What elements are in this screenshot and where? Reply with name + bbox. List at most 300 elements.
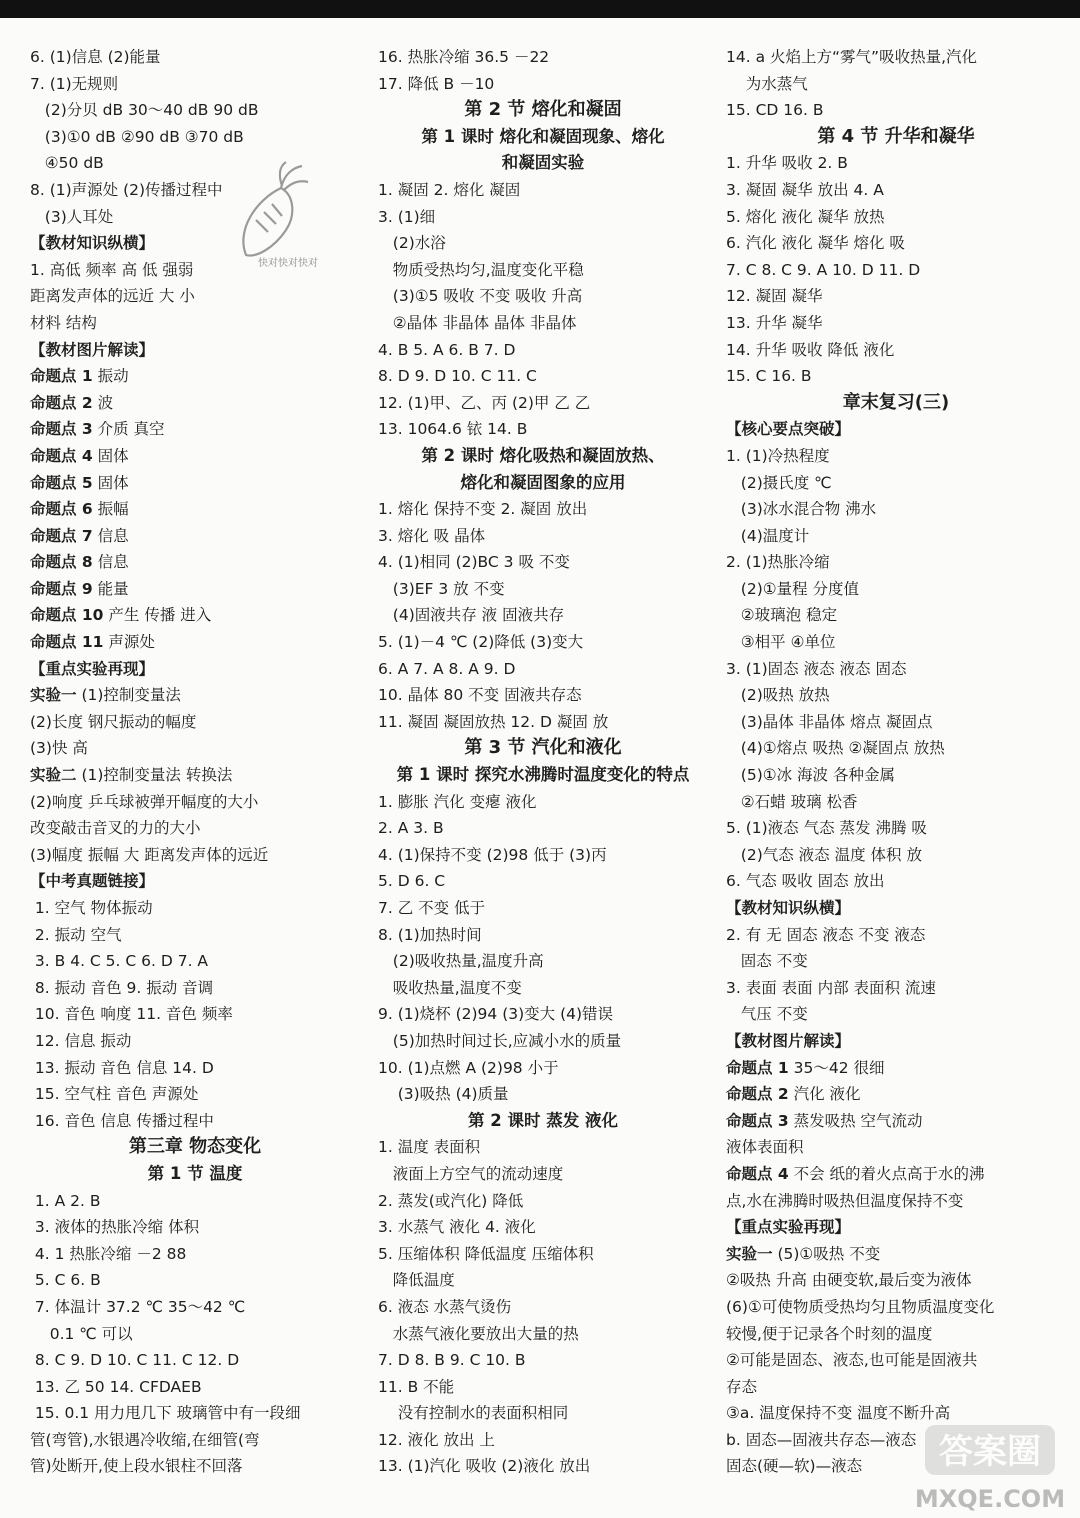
item-text: 第 1 课时 探究水沸腾时温度变化的特点 xyxy=(396,765,690,785)
item-text: ②石蜡 玻璃 松香 xyxy=(726,792,858,811)
answer-line xyxy=(378,1081,708,1108)
answer-line xyxy=(726,815,1066,842)
item-text: 【重点实验再现】 xyxy=(726,1218,851,1237)
answer-line xyxy=(378,868,708,895)
item-text: 【重点实验再现】 xyxy=(30,659,155,678)
item-text: 13. 乙 50 14. CFDAEB xyxy=(30,1377,202,1396)
item-text: (2)气态 液态 温度 体积 放 xyxy=(726,845,922,864)
answer-line xyxy=(378,709,708,736)
item-text: 12. 液化 放出 上 xyxy=(378,1430,495,1449)
item-text: 10. (1)点燃 A (2)98 小于 xyxy=(378,1058,559,1077)
item-text: 3. (1)固态 液态 液态 固态 xyxy=(726,659,907,678)
answer-line xyxy=(378,1055,708,1082)
answer-line xyxy=(378,1188,708,1215)
answer-line xyxy=(30,1214,360,1241)
item-text: ④50 dB xyxy=(30,154,104,173)
item-text: 8. C 9. D 10. C 11. C 12. D xyxy=(30,1351,240,1370)
answer-line xyxy=(378,948,708,975)
answer-line xyxy=(726,470,1066,497)
item-text: 点,水在沸腾时吸热但温度保持不变 xyxy=(726,1191,964,1210)
answer-line xyxy=(726,310,1066,337)
answer-line xyxy=(378,815,708,842)
answer-line xyxy=(30,1453,360,1480)
item-text: 5. 熔化 液化 凝华 放热 xyxy=(726,207,885,226)
answer-line xyxy=(378,1001,708,1028)
item-text: 降低温度 xyxy=(378,1271,455,1290)
item-text: 吸收热量,温度不变 xyxy=(378,978,522,997)
answer-line xyxy=(378,416,708,443)
item-text: 材料 结构 xyxy=(30,313,97,332)
answer-line xyxy=(30,682,360,709)
answer-line xyxy=(378,656,708,683)
answer-line xyxy=(30,1001,360,1028)
item-text: (3)人耳处 xyxy=(30,207,114,226)
answer-line xyxy=(378,230,708,257)
answer-line xyxy=(726,682,1066,709)
answer-line xyxy=(30,1241,360,1268)
answer-line xyxy=(378,682,708,709)
item-text: ②可能是固态、液态,也可能是固液共 xyxy=(726,1351,978,1370)
item-key: 命题点 3 xyxy=(30,420,93,439)
item-text: 波 xyxy=(97,393,114,412)
item-text: 振幅 xyxy=(97,500,129,519)
answer-line xyxy=(378,975,708,1002)
item-text: 1. 温度 表面积 xyxy=(378,1138,481,1157)
item-text: 9. (1)烧杯 (2)94 (3)变大 (4)错误 xyxy=(378,1005,614,1024)
item-text: 4. 1 热胀冷缩 －2 88 xyxy=(30,1244,187,1263)
answer-line xyxy=(30,150,360,177)
item-text: 11. 凝固 凝固放热 12. D 凝固 放 xyxy=(378,712,609,731)
item-text: 1. 凝固 2. 熔化 凝固 xyxy=(378,180,521,199)
answer-line xyxy=(30,1081,360,1108)
answer-line xyxy=(726,337,1066,364)
item-text: 3. 熔化 吸 晶体 xyxy=(378,526,486,545)
answer-line xyxy=(378,1321,708,1348)
item-text: (5)加热时间过长,应减小水的质量 xyxy=(378,1031,622,1050)
item-text: 物质受热均匀,温度变化平稳 xyxy=(378,260,584,279)
item-text: 4. B 5. A 6. B 7. D xyxy=(378,340,516,359)
answer-line xyxy=(726,1134,1066,1161)
item-text: 13. (1)汽化 吸收 (2)液化 放出 xyxy=(378,1457,591,1476)
answer-line xyxy=(378,283,708,310)
item-text: 7. 体温计 37.2 ℃ 35～42 ℃ xyxy=(30,1297,246,1316)
answer-line xyxy=(30,204,360,231)
item-text: 存态 xyxy=(726,1377,758,1396)
answer-line xyxy=(726,549,1066,576)
item-text: 距离发声体的远近 大 小 xyxy=(30,287,195,306)
item-text: 12. 凝固 凝华 xyxy=(726,287,823,306)
answer-line xyxy=(30,390,360,417)
item-text: (5)①冰 海波 各种金属 xyxy=(726,766,895,785)
item-text: 3. B 4. C 5. C 6. D 7. A xyxy=(30,952,209,971)
answer-line xyxy=(726,948,1066,975)
answer-line xyxy=(726,789,1066,816)
item-text: 8. (1)加热时间 xyxy=(378,925,482,944)
answer-line xyxy=(378,310,708,337)
answer-line xyxy=(30,789,360,816)
answer-line xyxy=(726,1188,1066,1215)
answer-line xyxy=(30,177,360,204)
item-text: 15. 空气柱 音色 声源处 xyxy=(30,1085,199,1104)
item-text: 8. 振动 音色 9. 振动 音调 xyxy=(30,978,214,997)
item-text: 6. 气态 吸收 固态 放出 xyxy=(726,872,885,891)
answer-line xyxy=(378,1453,708,1480)
answer-line xyxy=(726,1055,1066,1082)
item-text: 5. C 6. B xyxy=(30,1271,101,1290)
answer-line xyxy=(30,1108,360,1135)
answer-line xyxy=(378,71,708,98)
answer-line xyxy=(30,1400,360,1427)
answer-line xyxy=(30,709,360,736)
answer-line xyxy=(726,150,1066,177)
lesson-heading xyxy=(378,1108,708,1135)
answer-line xyxy=(30,842,360,869)
item-text: 8. (1)声源处 (2)传播过程中 xyxy=(30,180,223,199)
item-text: (3)①5 吸收 不变 吸收 升高 xyxy=(378,287,583,306)
carrot-logo-icon xyxy=(226,160,310,270)
item-text: 15. 0.1 用力甩几下 玻璃管中有一段细 xyxy=(30,1404,301,1423)
answer-line xyxy=(30,1294,360,1321)
answer-line xyxy=(726,443,1066,470)
item-key: 命题点 8 xyxy=(30,553,93,572)
item-text: 5. (1)－4 ℃ (2)降低 (3)变大 xyxy=(378,633,584,652)
answer-line xyxy=(378,44,708,71)
item-text: 汽化 液化 xyxy=(793,1085,861,1104)
item-text: 8. D 9. D 10. C 11. C xyxy=(378,367,537,386)
item-text: 不会 纸的着火点高于水的沸 xyxy=(793,1164,985,1183)
answer-line xyxy=(378,1267,708,1294)
answer-line xyxy=(378,1374,708,1401)
item-text: 11. B 不能 xyxy=(378,1377,455,1396)
item-text: 第三章 物态变化 xyxy=(128,1136,262,1158)
section-heading xyxy=(726,124,1066,151)
answer-line xyxy=(378,1161,708,1188)
block-heading xyxy=(30,337,360,364)
item-text: 改变敲击音叉的力的大小 xyxy=(30,819,201,838)
item-text: 【中考真题链接】 xyxy=(30,872,155,891)
item-text: 13. 升华 凝华 xyxy=(726,313,823,332)
lesson-heading xyxy=(378,150,708,177)
answer-line xyxy=(378,922,708,949)
item-text: 6. A 7. A 8. A 9. D xyxy=(378,659,516,678)
item-text: 产生 传播 进入 xyxy=(108,606,212,625)
answer-line xyxy=(378,1241,708,1268)
item-text: 2. A 3. B xyxy=(378,819,444,838)
item-text: 1. 膨胀 汽化 变瘪 液化 xyxy=(378,792,537,811)
answer-line xyxy=(30,283,360,310)
answer-line xyxy=(726,1374,1066,1401)
answer-line xyxy=(30,97,360,124)
answer-line xyxy=(30,815,360,842)
answer-line xyxy=(726,709,1066,736)
item-key: 命题点 6 xyxy=(30,500,93,519)
item-text: 章末复习(三) xyxy=(842,391,950,413)
answer-line xyxy=(726,1400,1066,1427)
answer-line xyxy=(726,523,1066,550)
answer-line xyxy=(30,1267,360,1294)
item-text: (3)幅度 振幅 大 距离发声体的远近 xyxy=(30,845,269,864)
item-text: 7. 乙 不变 低于 xyxy=(378,899,486,917)
answer-line xyxy=(30,363,360,390)
answer-line xyxy=(726,363,1066,390)
item-text: 12. (1)甲、乙、丙 (2)甲 乙 乙 xyxy=(378,393,591,412)
answer-line xyxy=(30,443,360,470)
section-heading xyxy=(30,1134,360,1161)
item-text: 12. 信息 振动 xyxy=(30,1031,132,1050)
watermark-stamp xyxy=(905,1425,1075,1515)
item-text: 较慢,便于记录各个时刻的温度 xyxy=(726,1324,933,1343)
item-text: (3)①0 dB ②90 dB ③70 dB xyxy=(30,127,244,146)
item-text: 35～42 很细 xyxy=(793,1058,885,1077)
answer-line xyxy=(378,1134,708,1161)
item-text: 10. 晶体 80 不变 固液共存态 xyxy=(378,686,582,705)
answer-line xyxy=(378,363,708,390)
answer-line xyxy=(726,97,1066,124)
answer-line xyxy=(726,1294,1066,1321)
item-key: 实验二 xyxy=(30,766,77,785)
answer-line xyxy=(378,1400,708,1427)
lesson-heading xyxy=(378,470,708,497)
item-text: 没有控制水的表面积相同 xyxy=(378,1404,569,1423)
item-text: (2)①量程 分度值 xyxy=(726,579,860,598)
block-heading xyxy=(30,656,360,683)
section-heading xyxy=(378,735,708,762)
answer-line xyxy=(726,283,1066,310)
answer-line xyxy=(726,735,1066,762)
item-text: 3. 表面 表面 内部 表面积 流速 xyxy=(726,978,936,997)
item-text: (2)摄氏度 ℃ xyxy=(726,473,832,492)
item-text: 7. (1)无规则 xyxy=(30,74,119,93)
item-key: 命题点 4 xyxy=(726,1164,789,1183)
block-heading xyxy=(726,1214,1066,1241)
item-text: (4)①熔点 吸热 ②凝固点 放热 xyxy=(726,739,945,758)
item-key: 命题点 9 xyxy=(30,579,93,598)
answer-line xyxy=(378,1347,708,1374)
section-heading xyxy=(726,390,1066,417)
item-text: (5)①吸热 不变 xyxy=(777,1244,881,1263)
block-heading xyxy=(726,416,1066,443)
item-key: 实验一 xyxy=(30,686,77,705)
item-text: 3. 液体的热胀冷缩 体积 xyxy=(30,1218,200,1237)
item-text: 13. 振动 音色 信息 14. D xyxy=(30,1058,214,1077)
answer-line xyxy=(30,576,360,603)
item-text: (3)晶体 非晶体 熔点 凝固点 xyxy=(726,712,933,731)
item-text: 气压 不变 xyxy=(726,1005,808,1024)
answer-line xyxy=(726,842,1066,869)
answer-line xyxy=(30,416,360,443)
item-text: 15. C 16. B xyxy=(726,367,812,386)
item-key: 命题点 1 xyxy=(30,367,93,386)
answer-line xyxy=(30,71,360,98)
answer-line xyxy=(726,1161,1066,1188)
item-text: 信息 xyxy=(97,526,129,545)
item-text: (1)控制变量法 xyxy=(81,686,181,705)
item-text: 管)处断开,使上段水银柱不回落 xyxy=(30,1457,243,1476)
item-text: 4. (1)相同 (2)BC 3 吸 不变 xyxy=(378,553,570,572)
block-heading xyxy=(726,895,1066,922)
answer-line xyxy=(30,1427,360,1454)
item-text: 3. 水蒸气 液化 4. 液化 xyxy=(378,1218,536,1237)
answer-line xyxy=(378,257,708,284)
item-text: (2)吸收热量,温度升高 xyxy=(378,952,544,971)
item-text: 第 2 课时 熔化吸热和凝固放热、 xyxy=(421,445,665,465)
item-text: (6)①可使物质受热均匀且物质温度变化 xyxy=(726,1297,995,1316)
answer-line xyxy=(30,922,360,949)
item-text: 2. (1)热胀冷缩 xyxy=(726,553,830,572)
item-text: 第 1 课时 熔化和凝固现象、熔化 xyxy=(421,126,665,146)
item-key: 命题点 3 xyxy=(726,1111,789,1130)
item-text: 第 2 课时 蒸发 液化 xyxy=(468,1110,618,1130)
answer-line xyxy=(30,602,360,629)
item-text: 信息 xyxy=(97,553,129,572)
answer-column-2 xyxy=(378,44,708,1480)
answer-line xyxy=(30,948,360,975)
answer-line xyxy=(378,390,708,417)
answer-line xyxy=(726,1108,1066,1135)
answer-line xyxy=(726,230,1066,257)
answer-line xyxy=(378,523,708,550)
item-text: 振动 xyxy=(97,367,129,386)
item-text: ②吸热 升高 由硬变软,最后变为液体 xyxy=(726,1271,972,1290)
answer-line xyxy=(30,124,360,151)
answer-line xyxy=(30,1321,360,1348)
answer-line xyxy=(30,1188,360,1215)
item-text: 第 2 节 熔化和凝固 xyxy=(464,99,622,121)
answer-line xyxy=(726,204,1066,231)
answer-line xyxy=(30,523,360,550)
answer-line xyxy=(726,762,1066,789)
answer-line xyxy=(378,1214,708,1241)
item-text: 15. CD 16. B xyxy=(726,101,824,120)
answer-line xyxy=(726,975,1066,1002)
item-text: 1. 升华 吸收 2. B xyxy=(726,154,848,173)
item-text: 14. a 火焰上方“雾气”吸收热量,汽化 xyxy=(726,48,977,66)
item-text: 第 3 节 汽化和液化 xyxy=(464,737,622,759)
item-key: 命题点 1 xyxy=(726,1058,789,1077)
item-text: 和凝固实验 xyxy=(501,153,585,173)
item-text: 5. D 6. C xyxy=(378,872,446,891)
item-text: 固体 xyxy=(97,446,129,465)
logo-caption: 快对快对快对 xyxy=(258,258,318,269)
item-text: (2)分贝 dB 30～40 dB 90 dB xyxy=(30,101,259,120)
item-text: 2. 蒸发(或汽化) 降低 xyxy=(378,1191,524,1210)
item-text: 16. 音色 信息 传播过程中 xyxy=(30,1111,214,1130)
item-text: 10. 音色 响度 11. 音色 频率 xyxy=(30,1005,233,1024)
item-text: 2. 有 无 固态 液态 不变 液态 xyxy=(726,925,926,944)
answer-line xyxy=(378,496,708,523)
item-key: 命题点 11 xyxy=(30,633,104,652)
item-text: 3. (1)细 xyxy=(378,207,436,226)
item-key: 命题点 5 xyxy=(30,473,93,492)
item-text: ③a. 温度保持不变 温度不断升高 xyxy=(726,1404,951,1423)
section-heading xyxy=(378,97,708,124)
item-text: (2)吸热 放热 xyxy=(726,686,830,705)
answer-line xyxy=(30,496,360,523)
answer-line xyxy=(726,868,1066,895)
item-text: (4)固液共存 液 固液共存 xyxy=(378,606,565,625)
answer-line xyxy=(30,44,360,71)
item-text: ③相平 ④单位 xyxy=(726,633,836,652)
item-text: 5. (1)液态 气态 蒸发 沸腾 吸 xyxy=(726,819,927,838)
item-key: 实验一 xyxy=(726,1244,773,1263)
answer-line xyxy=(30,975,360,1002)
answer-line xyxy=(378,1427,708,1454)
block-heading xyxy=(30,868,360,895)
answer-line xyxy=(378,177,708,204)
answer-line xyxy=(30,1374,360,1401)
answer-line xyxy=(726,1241,1066,1268)
answer-line xyxy=(378,576,708,603)
item-key: 命题点 2 xyxy=(726,1085,789,1104)
item-text: 固体 xyxy=(97,473,129,492)
item-text: 1. A 2. B xyxy=(30,1191,101,1210)
item-text: 第 4 节 升华和凝华 xyxy=(817,125,975,147)
top-border xyxy=(0,0,1080,18)
answer-line xyxy=(30,629,360,656)
answer-line xyxy=(378,895,708,922)
item-text: 1. 空气 物体振动 xyxy=(30,899,153,917)
watermark-url: MXQE.COM xyxy=(914,1485,1066,1513)
answer-line xyxy=(30,735,360,762)
item-text: 7. C 8. C 9. A 10. D 11. D xyxy=(726,260,921,279)
answer-line xyxy=(726,629,1066,656)
answer-line xyxy=(30,895,360,922)
item-text: 5. 压缩体积 降低温度 压缩体积 xyxy=(378,1244,594,1263)
lesson-heading xyxy=(378,762,708,789)
item-text: 6. (1)信息 (2)能量 xyxy=(30,48,161,66)
answer-column-3 xyxy=(726,44,1066,1480)
answer-line xyxy=(726,1001,1066,1028)
answer-line xyxy=(378,204,708,231)
item-text: 液体表面积 xyxy=(726,1138,804,1157)
block-heading xyxy=(726,1028,1066,1055)
item-text: 【教材知识纵横】 xyxy=(726,899,851,917)
answer-line xyxy=(378,337,708,364)
item-key: 命题点 10 xyxy=(30,606,104,625)
answer-line xyxy=(30,1028,360,1055)
item-text: (2)响度 乒乓球被弹开幅度的大小 xyxy=(30,792,259,811)
item-text: 3. 凝固 凝华 放出 4. A xyxy=(726,180,884,199)
lesson-heading xyxy=(378,443,708,470)
answer-line xyxy=(726,1267,1066,1294)
item-text: 管(弯管),水银遇冷收缩,在细管(弯 xyxy=(30,1430,260,1449)
answer-line xyxy=(378,1294,708,1321)
item-key: 命题点 7 xyxy=(30,526,93,545)
item-text: 固态(硬—软)—液态 xyxy=(726,1457,863,1476)
item-text: (3)吸热 (4)质量 xyxy=(378,1085,509,1104)
item-text: 【核心要点突破】 xyxy=(726,420,851,439)
item-text: 6. 汽化 液化 凝华 熔化 吸 xyxy=(726,234,905,253)
item-text: 0.1 ℃ 可以 xyxy=(30,1324,133,1343)
answer-line xyxy=(726,576,1066,603)
item-text: (2)水浴 xyxy=(378,234,446,253)
answer-line xyxy=(378,1028,708,1055)
answer-line xyxy=(378,602,708,629)
item-text: 为水蒸气 xyxy=(726,74,808,93)
answer-line xyxy=(726,257,1066,284)
item-text: 1. 熔化 保持不变 2. 凝固 放出 xyxy=(378,500,588,519)
item-text: 17. 降低 B －10 xyxy=(378,74,495,93)
item-text: 7. D 8. B 9. C 10. B xyxy=(378,1351,526,1370)
answer-line xyxy=(378,549,708,576)
item-text: 第 1 节 温度 xyxy=(147,1163,243,1183)
answer-line xyxy=(726,1321,1066,1348)
lesson-heading xyxy=(30,1161,360,1188)
answer-line xyxy=(726,177,1066,204)
answer-line xyxy=(726,44,1066,71)
item-text: b. 固态—固液共存态—液态 xyxy=(726,1430,917,1449)
answer-line xyxy=(378,789,708,816)
